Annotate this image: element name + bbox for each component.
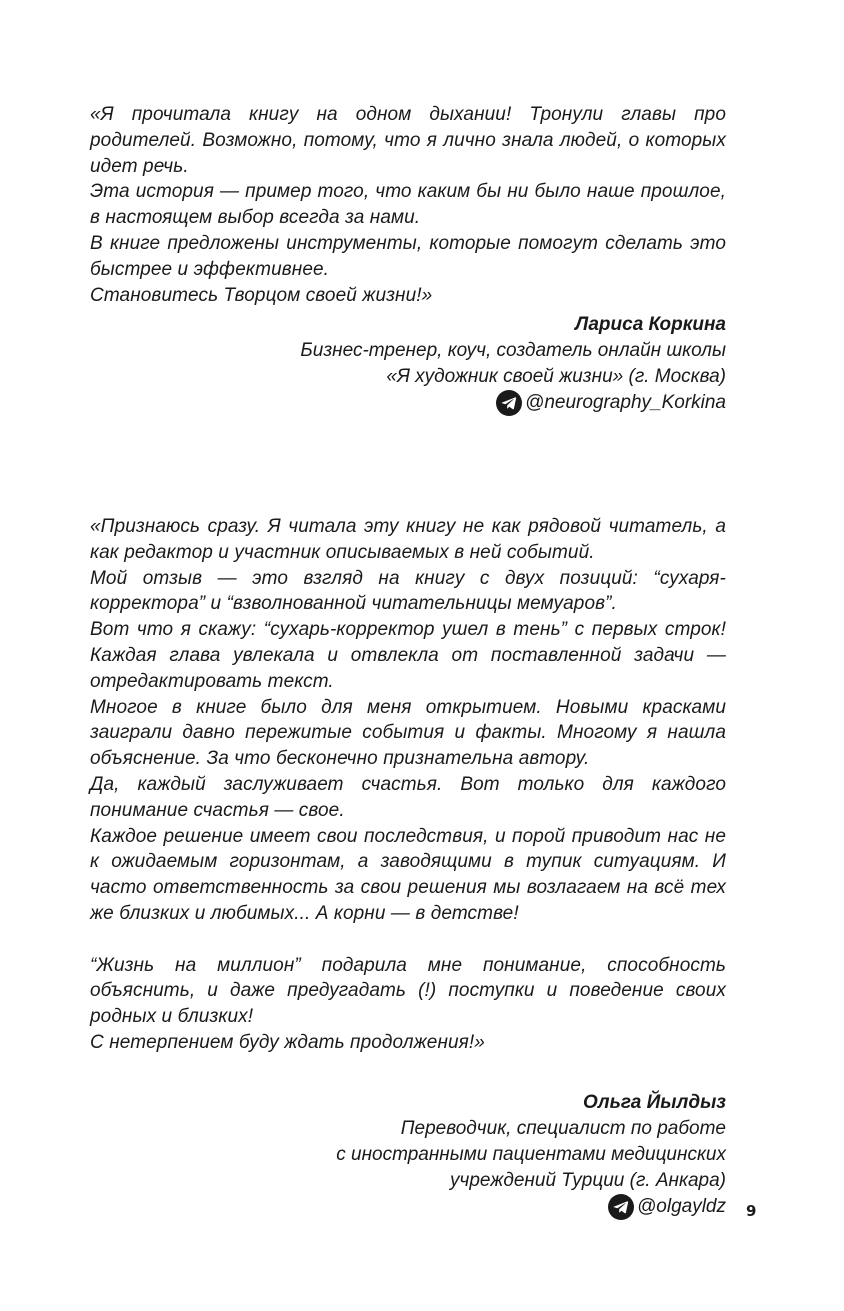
review-signature	[90, 1090, 726, 1228]
author-name: Ольга Йылдыз	[583, 1091, 726, 1113]
telegram-icon	[608, 1194, 634, 1220]
quote-paragraph: “Жизнь на миллион” подарила мне понимание, способность объяснить, и даже предугадать (!) поступки и поведение своих родных и близких!	[90, 954, 726, 1028]
review-quote	[90, 514, 726, 1056]
quote-paragraph: Становитесь Творцом своей жизни!»	[90, 284, 433, 306]
quote-paragraph: «Я прочитала книгу на одном дыхании! Тронули главы про родителей. Возможно, потому, что я лично знала людей, о которых идет речь.	[90, 104, 726, 177]
quote-paragraph: В книге предложены инструменты, которые помогут сделать это быстрее и эффективнее.	[90, 232, 726, 280]
quote-paragraph: «Признаюсь сразу. Я читала эту книгу не как рядовой читатель, а как редактор и участник описываемых в ней событий.	[90, 516, 726, 563]
author-role: Бизнес-тренер, коуч, создатель онлайн школы	[300, 340, 726, 362]
author-role: Переводчик, специалист по работе	[400, 1117, 726, 1139]
author-name: Лариса Коркина	[575, 314, 726, 336]
author-role: с иностранными пациентами медицинских	[336, 1143, 726, 1165]
telegram-handle[interactable]	[608, 1194, 726, 1220]
quote-paragraph: Мой отзыв — это взгляд на книгу с двух позиций: “сухаря-корректора” и “взволнованной читательницы мемуаров”.	[90, 567, 726, 615]
review-signature	[90, 312, 726, 424]
handle-text: @neurography_Korkina	[525, 392, 726, 414]
page-number: 9	[746, 1202, 757, 1220]
paragraph-gap	[90, 927, 726, 953]
review-quote	[90, 102, 726, 308]
handle-text: @olgayldz	[637, 1195, 726, 1217]
quote-paragraph: Многое в книге было для меня открытием. Новыми красками заиграли давно пережитые события и факты. Многому я нашла объяснение. За что бесконечно признательна автору.	[90, 696, 726, 770]
quote-paragraph: С нетерпением буду ждать продолжения!»	[90, 1031, 485, 1053]
telegram-handle[interactable]	[496, 390, 726, 416]
telegram-icon	[496, 390, 522, 416]
author-role: «Я художник своей жизни» (г. Москва)	[386, 366, 726, 388]
quote-paragraph: Вот что я скажу: “сухарь-корректор ушел в тень” с первых строк! Каждая глава увлекала и отвлекла от поставленной задачи — отредактировать текст.	[90, 619, 726, 692]
author-role: учреждений Турции (г. Анкара)	[450, 1169, 726, 1191]
quote-paragraph: Эта история — пример того, что каким бы ни было наше прошлое, в настоящем выбор всегда за нами.	[90, 181, 726, 229]
quote-paragraph: Да, каждый заслуживает счастья. Вот только для каждого понимание счастья — свое.	[90, 773, 726, 821]
review-lkorkina	[90, 102, 726, 424]
review-oyildiz	[90, 514, 726, 1228]
quote-paragraph: Каждое решение имеет свои последствия, и порой приводит нас не к ожидаемым горизонтам, а заводящими в тупик ситуациям. И часто ответственность за свои решения мы возлагаем на всё тех же близких и любимых... А корни — в детстве!	[90, 825, 726, 924]
